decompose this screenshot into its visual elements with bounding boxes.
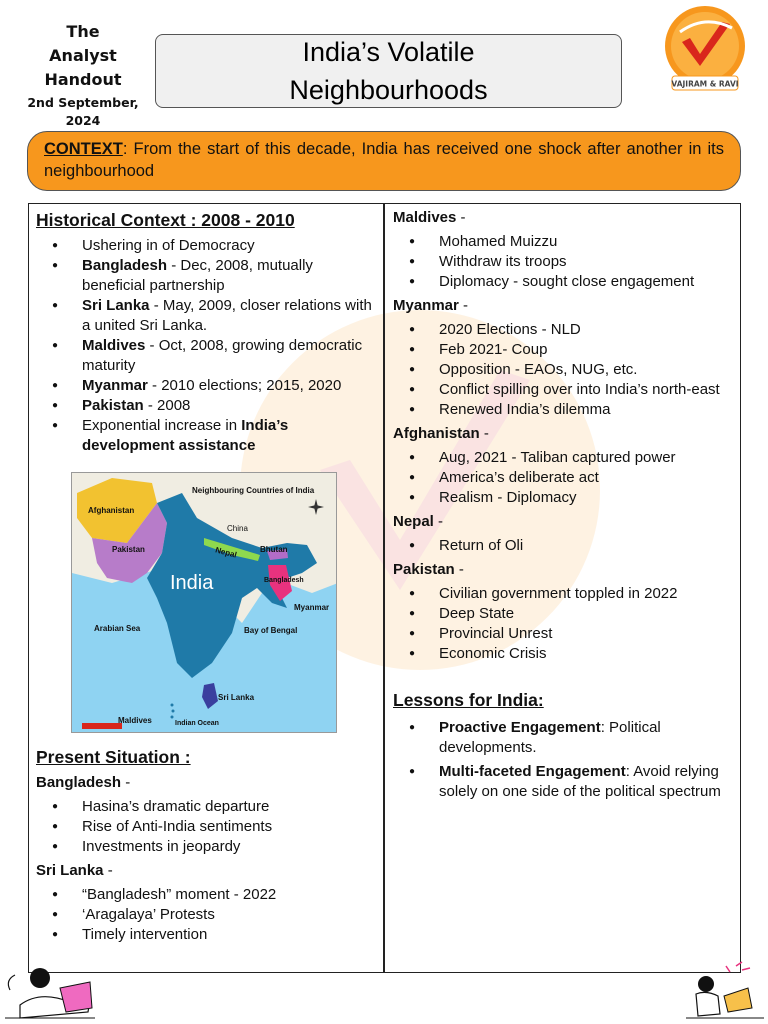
map-label-indian-ocean: Indian Ocean (175, 720, 219, 727)
list-item: ● Ushering in of Democracy (36, 236, 376, 256)
country-heading-maldives: Maldives - (393, 209, 466, 226)
list-item: ● Deep State (393, 604, 733, 624)
country-heading-pakistan: Pakistan - (393, 561, 464, 578)
context-text: : From the start of this decade, India has received one shock after another in its neighbourhood (44, 140, 724, 180)
context-banner (27, 131, 741, 191)
list-item: ● Rise of Anti-India sentiments (36, 817, 376, 837)
right-column (393, 208, 733, 806)
handout-date: 2nd September, 2024 (27, 95, 139, 128)
nepal-list (393, 536, 733, 556)
map-label-bay-of-bengal: Bay of Bengal (244, 626, 298, 635)
sri-lanka-list (36, 885, 376, 945)
list-item: ● Economic Crisis (393, 644, 733, 664)
present-situation-heading: Present Situation : (36, 747, 191, 767)
map-label-bhutan: Bhutan (260, 545, 288, 554)
list-item: ● Exponential increase in India’s development assistance (36, 416, 376, 456)
myanmar-list (393, 320, 733, 420)
bangladesh-list (36, 797, 376, 857)
lessons-list (393, 718, 733, 802)
list-item: ● America’s deliberate act (393, 468, 733, 488)
maldives-list (393, 232, 733, 292)
map-label-china: China (227, 524, 248, 533)
map-label-myanmar: Myanmar (294, 603, 330, 612)
column-divider (383, 203, 385, 973)
list-item: ● Feb 2021- Coup (393, 340, 733, 360)
person-with-laptop-icon (0, 960, 100, 1024)
context-label: CONTEXT (44, 140, 123, 158)
list-item: ● Provincial Unrest (393, 624, 733, 644)
list-item: ● Renewed India’s dilemma (393, 400, 733, 420)
map-title: Neighbouring Countries of India (192, 486, 315, 495)
country-heading-nepal: Nepal - (393, 513, 444, 530)
list-item: ● Return of Oli (393, 536, 733, 556)
person-at-desk-icon (676, 960, 768, 1024)
list-item: ● “Bangladesh” moment - 2022 (36, 885, 376, 905)
list-item: ● Opposition - EAOs, NUG, etc. (393, 360, 733, 380)
list-item: ● Sri Lanka - May, 2009, closer relations with a united Sri Lanka. (36, 296, 376, 336)
pakistan-list (393, 584, 733, 664)
list-item: ● Investments in jeopardy (36, 837, 376, 857)
list-item: ● Diplomacy - sought close engagement (393, 272, 733, 292)
map-label-pakistan: Pakistan (112, 545, 145, 554)
title-line-1: India’s Volatile (302, 37, 475, 67)
country-heading-bangladesh: Bangladesh - (36, 774, 131, 791)
neighbouring-countries-map (71, 472, 337, 733)
map-label-india: India (170, 572, 214, 594)
historical-list (36, 236, 376, 456)
historical-context-heading: Historical Context : 2008 - 2010 (36, 210, 295, 230)
list-item: ● Mohamed Muizzu (393, 232, 733, 252)
list-item: ● Proactive Engagement: Political developments. (393, 718, 733, 758)
country-heading-sri-lanka: Sri Lanka - (36, 862, 113, 879)
logo-text: VAJIRAM & RAVI (671, 79, 739, 89)
list-item: ● ‘Aragalaya’ Protests (36, 905, 376, 925)
country-heading-myanmar: Myanmar - (393, 297, 469, 314)
map-label-sri-lanka: Sri Lanka (218, 693, 255, 702)
list-item: ● Civilian government toppled in 2022 (393, 584, 733, 604)
list-item: ● Maldives - Oct, 2008, growing democratic maturity (36, 336, 376, 376)
map-label-nepal: Nepal (214, 545, 238, 560)
brand-line-2: Analyst (49, 46, 117, 65)
map-label-arabian-sea: Arabian Sea (94, 624, 141, 633)
map-label-maldives: Maldives (118, 716, 152, 725)
list-item: ● Aug, 2021 - Taliban captured power (393, 448, 733, 468)
list-item: ● Conflict spilling over into India’s north-east (393, 380, 733, 400)
list-item: ● Multi-faceted Engagement: Avoid relying solely on one side of the political spectrum (393, 762, 733, 802)
afghanistan-list (393, 448, 733, 508)
handout-brand (8, 20, 158, 130)
brand-line-1: The (66, 22, 100, 41)
list-item: ● Pakistan - 2008 (36, 396, 376, 416)
title-line-2: Neighbourhoods (289, 75, 488, 105)
page-title (155, 34, 622, 108)
list-item: ● Hasina’s dramatic departure (36, 797, 376, 817)
list-item: ● Myanmar - 2010 elections; 2015, 2020 (36, 376, 376, 396)
list-item: ● Bangladesh - Dec, 2008, mutually beneficial partnership (36, 256, 376, 296)
left-column (36, 208, 376, 945)
list-item: ● 2020 Elections - NLD (393, 320, 733, 340)
country-heading-afghanistan: Afghanistan - (393, 425, 489, 442)
map-label-bangladesh: Bangladesh (264, 577, 304, 584)
list-item: ● Timely intervention (36, 925, 376, 945)
list-item: ● Withdraw its troops (393, 252, 733, 272)
lessons-heading: Lessons for India: (393, 690, 544, 710)
list-item: ● Realism - Diplomacy (393, 488, 733, 508)
brand-line-3: Handout (44, 70, 122, 89)
map-label-afghanistan: Afghanistan (88, 506, 135, 515)
vajiram-ravi-logo (660, 4, 750, 96)
